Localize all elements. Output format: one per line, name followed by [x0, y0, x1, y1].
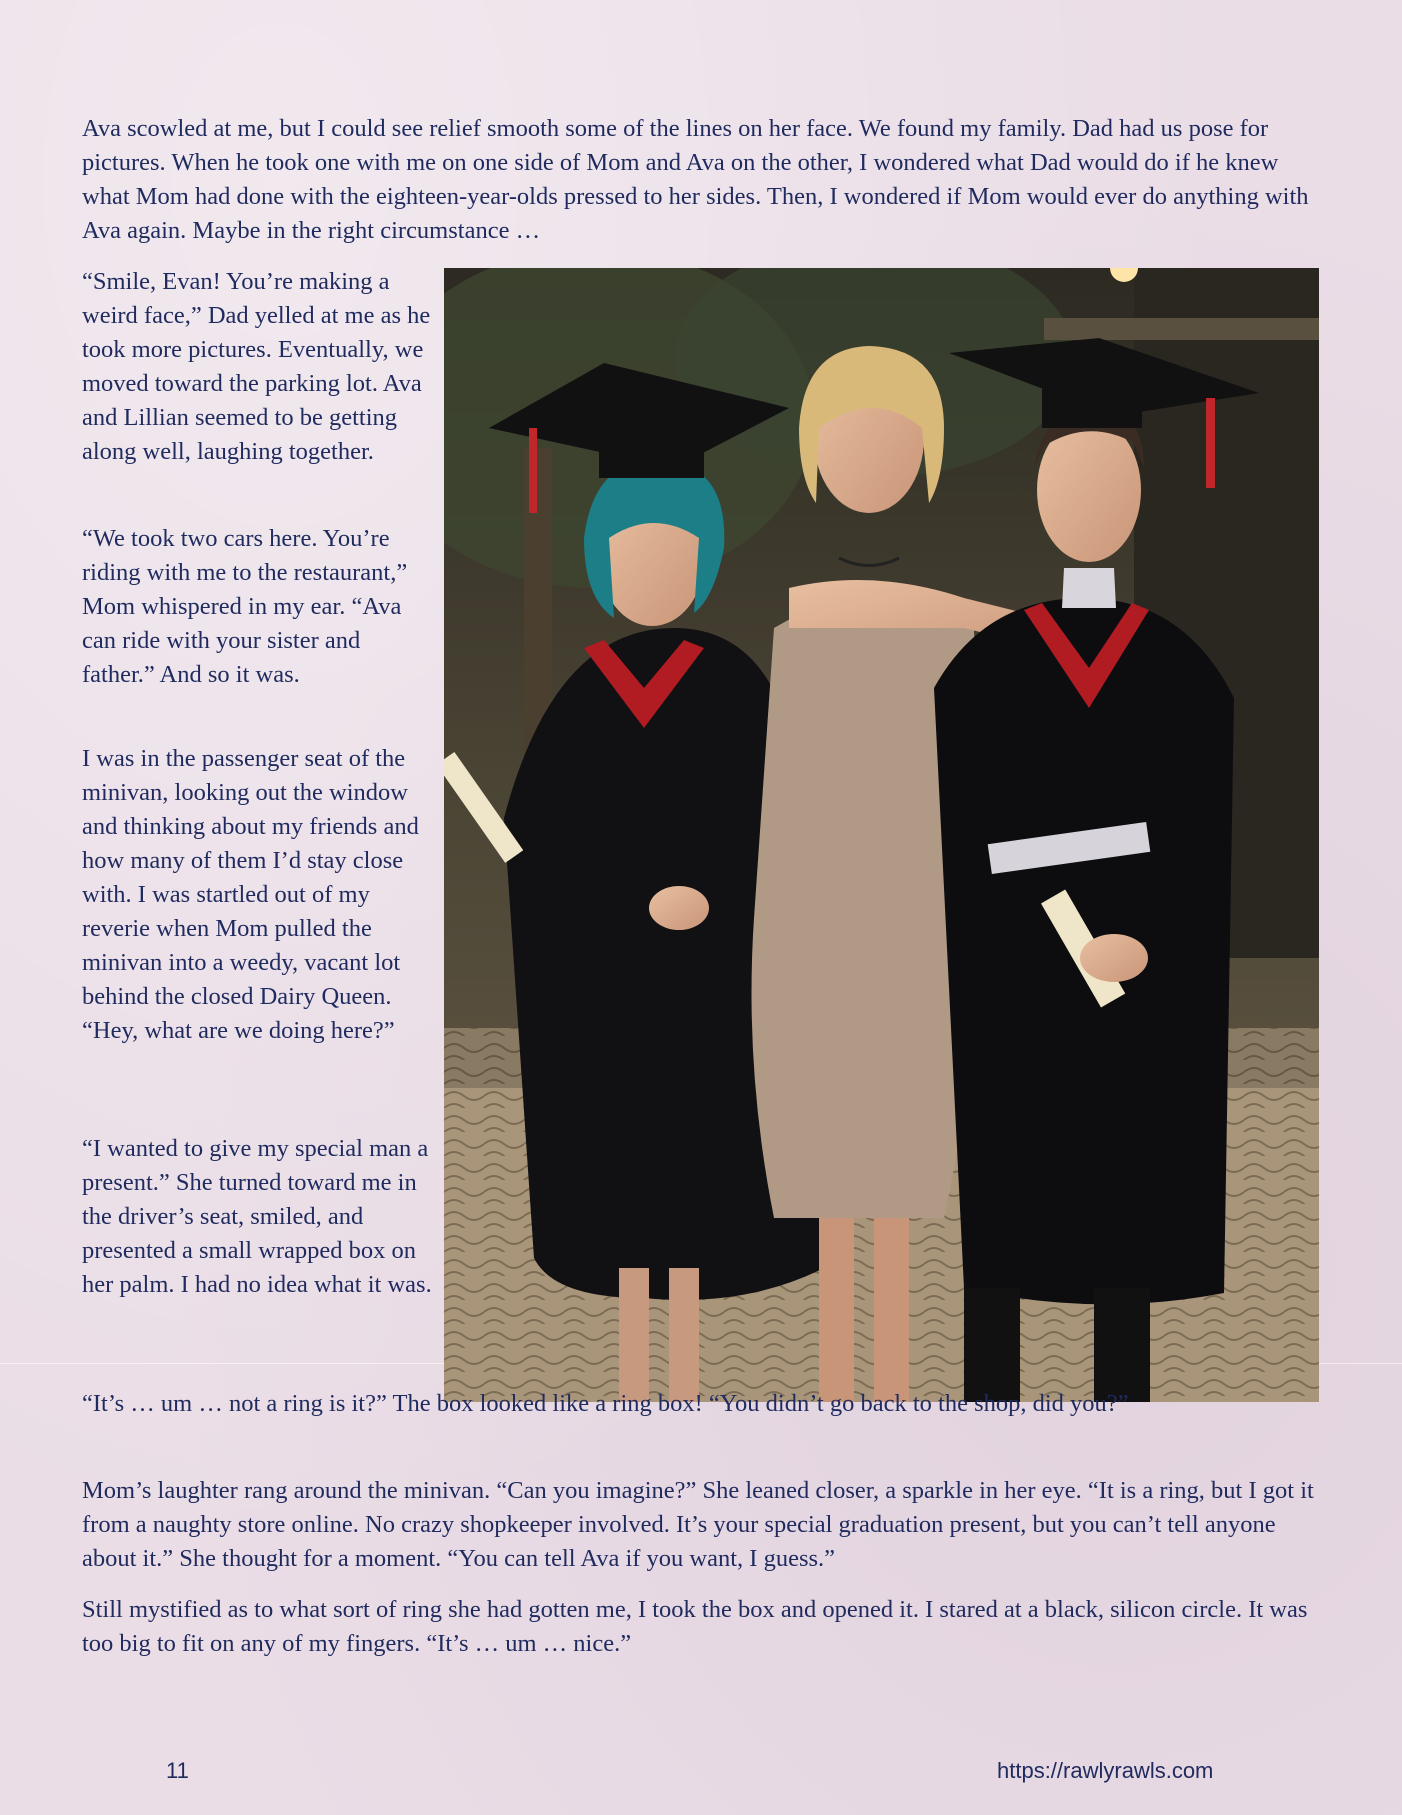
paragraph-smile-evan: “Smile, Evan! You’re making a weird face,” Dad yelled at me as he took more pictures. Eventually, we moved toward the parking lot. Ava and Lillian seemed to be getting along well, laughing together.: [82, 268, 431, 465]
footer-url: https://rawlyrawls.com: [997, 1758, 1214, 1783]
paragraph-passenger-seat: I was in the passenger seat of the minivan, looking out the window and thinking about my friends and how many of them I’d stay close with. I was startled out of my reverie when Mom pulled the minivan into a weedy, vacant lot behind the closed Dairy Queen. “Hey, what are we doing here?”: [82, 745, 419, 1044]
page-number: 11: [166, 1758, 189, 1783]
paragraph-laughter: Mom’s laughter rang around the minivan. “Can you imagine?” She leaned closer, a sparkle in her eye. “It is a ring, but I got it from a naughty store online. No crazy shopkeeper involved. It’s your special graduation present, but you can’t tell anyone about it.” She thought for a moment. “You can tell Ava if you want, I guess.”: [82, 1477, 1314, 1572]
graduation-illustration: [444, 268, 1319, 1402]
paragraph-mystified: Still mystified as to what sort of ring she had gotten me, I took the box and opened it. I stared at a black, silicon circle. It was too big to fit on any of my fingers. “It’s … um … nice.”: [82, 1596, 1308, 1657]
paragraph-intro: Ava scowled at me, but I could see relief smooth some of the lines on her face. We found my family. Dad had us pose for pictures. When he took one with me on one side of Mom and Ava on the other, I wondered what Dad would do if he knew what Mom had done with the eighteen-year-olds pressed to her sides. Then, I wondered if Mom would ever do anything with Ava again. Maybe in the right circumstance …: [82, 115, 1309, 244]
paragraph-present: “I wanted to give my special man a present.” She turned toward me in the driver’s seat, smiled, and presented a small wrapped box on her palm. I had no idea what it was.: [82, 1135, 432, 1298]
paragraph-ring-box: “It’s … um … not a ring is it?” The box looked like a ring box! “You didn’t go back to the shop, did you?”: [82, 1390, 1129, 1417]
paragraph-two-cars: “We took two cars here. You’re riding with me to the restaurant,” Mom whispered in my ear. “Ava can ride with your sister and father.” And so it was.: [82, 525, 408, 688]
